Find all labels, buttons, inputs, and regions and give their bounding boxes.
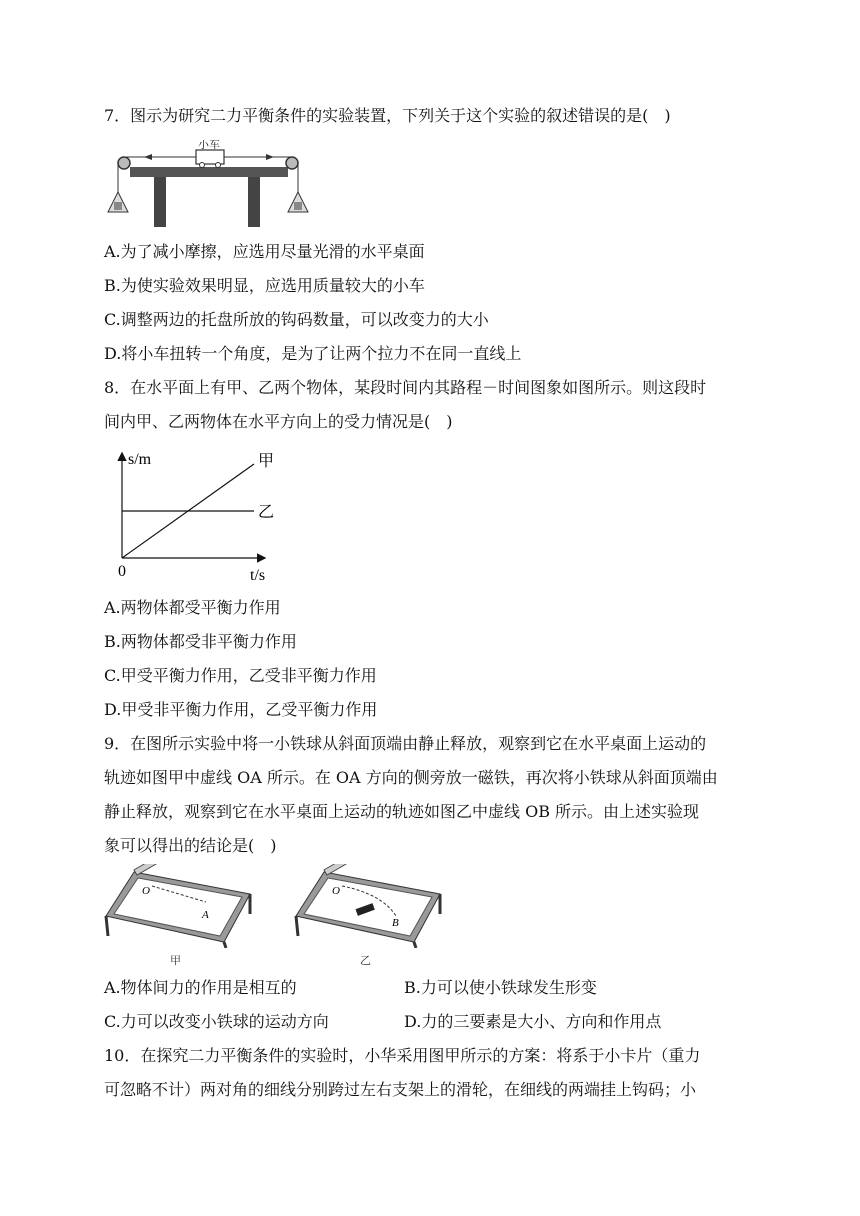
q9-option-a: A.物体间力的作用是相互的	[104, 978, 297, 997]
series-label-yi: 乙	[258, 504, 275, 521]
q9-stem-line-1: 9．在图所示实验中将一小铁球从斜面顶端由静止释放，观察到它在水平桌面上运动的	[104, 734, 707, 753]
origin-label: 0	[118, 563, 126, 580]
pulley-left	[118, 157, 130, 169]
q10-stem-line-2: 可忽略不计）两对角的细线分别跨过左右支架上的滑轮，在细线的两端挂上钩码；小	[104, 1080, 697, 1099]
s-t-graph	[104, 446, 284, 586]
ramp-yi	[324, 864, 346, 875]
q9-stem-line-3: 静止释放，观察到它在水平桌面上运动的轨迹如图乙中虚线 OB 所示。由上述实验现	[104, 802, 700, 821]
q9-option-c: C.力可以改变小铁球的运动方向	[104, 1012, 329, 1031]
q8-stem-line-2: 间内甲、乙两物体在水平方向上的受力情况是( )	[104, 412, 453, 431]
q7-stem: 7．图示为研究二力平衡条件的实验装置，下列关于这个实验的叙述错误的是( )	[104, 106, 671, 125]
table-figure-jia	[104, 864, 254, 948]
table-figure-yi	[294, 864, 444, 948]
x-axis-label: t/s	[250, 567, 266, 584]
label-b: B	[392, 917, 399, 929]
table-leg-left	[154, 177, 166, 227]
table-leg-right	[248, 177, 260, 227]
q7-option-d: D.将小车扭转一个角度，是为了让两个拉力不在同一直线上	[104, 344, 522, 363]
q8-option-c: C.甲受平衡力作用，乙受非平衡力作用	[104, 666, 377, 685]
q7-option-b: B.为使实验效果明显，应选用质量较大的小车	[104, 276, 425, 295]
q8-option-b: B.两物体都受非平衡力作用	[104, 632, 297, 651]
q9-stem-line-2: 轨迹如图甲中虚线 OA 所示。在 OA 方向的侧旁放一磁铁，再次将小铁球从斜面顶端由	[104, 768, 718, 787]
ramp-jia	[134, 864, 156, 875]
q9-option-b: B.力可以使小铁球发生形变	[404, 978, 597, 997]
y-axis-label: s/m	[128, 451, 152, 468]
label-o-yi: O	[332, 885, 340, 897]
caption-jia: 甲	[170, 954, 181, 967]
q9-stem-line-4: 象可以得出的结论是( )	[104, 836, 277, 855]
q8-stem-line-1: 8．在水平面上有甲、乙两个物体，某段时间内其路程－时间图象如图所示。则这段时	[104, 378, 707, 397]
caption-yi: 乙	[360, 954, 371, 967]
cart	[196, 150, 224, 164]
q7-option-a: A.为了减小摩擦，应选用尽量光滑的水平桌面	[104, 242, 425, 261]
balance-apparatus-figure	[104, 140, 316, 230]
pulley-right	[286, 157, 298, 169]
q9-option-d: D.力的三要素是大小、方向和作用点	[404, 1012, 662, 1031]
q8-option-a: A.两物体都受平衡力作用	[104, 598, 281, 617]
q8-option-d: D.甲受非平衡力作用，乙受平衡力作用	[104, 700, 378, 719]
label-a: A	[202, 909, 209, 921]
label-o-jia: O	[142, 885, 150, 897]
table-top	[130, 167, 288, 177]
q10-stem-line-1: 10．在探究二力平衡条件的实验时，小华采用图甲所示的方案：将系于小卡片（重力	[104, 1046, 701, 1065]
q7-option-c: C.调整两边的托盘所放的钩码数量，可以改变力的大小	[104, 310, 489, 329]
series-label-jia: 甲	[258, 453, 275, 470]
cart-label: 小车	[198, 140, 220, 151]
